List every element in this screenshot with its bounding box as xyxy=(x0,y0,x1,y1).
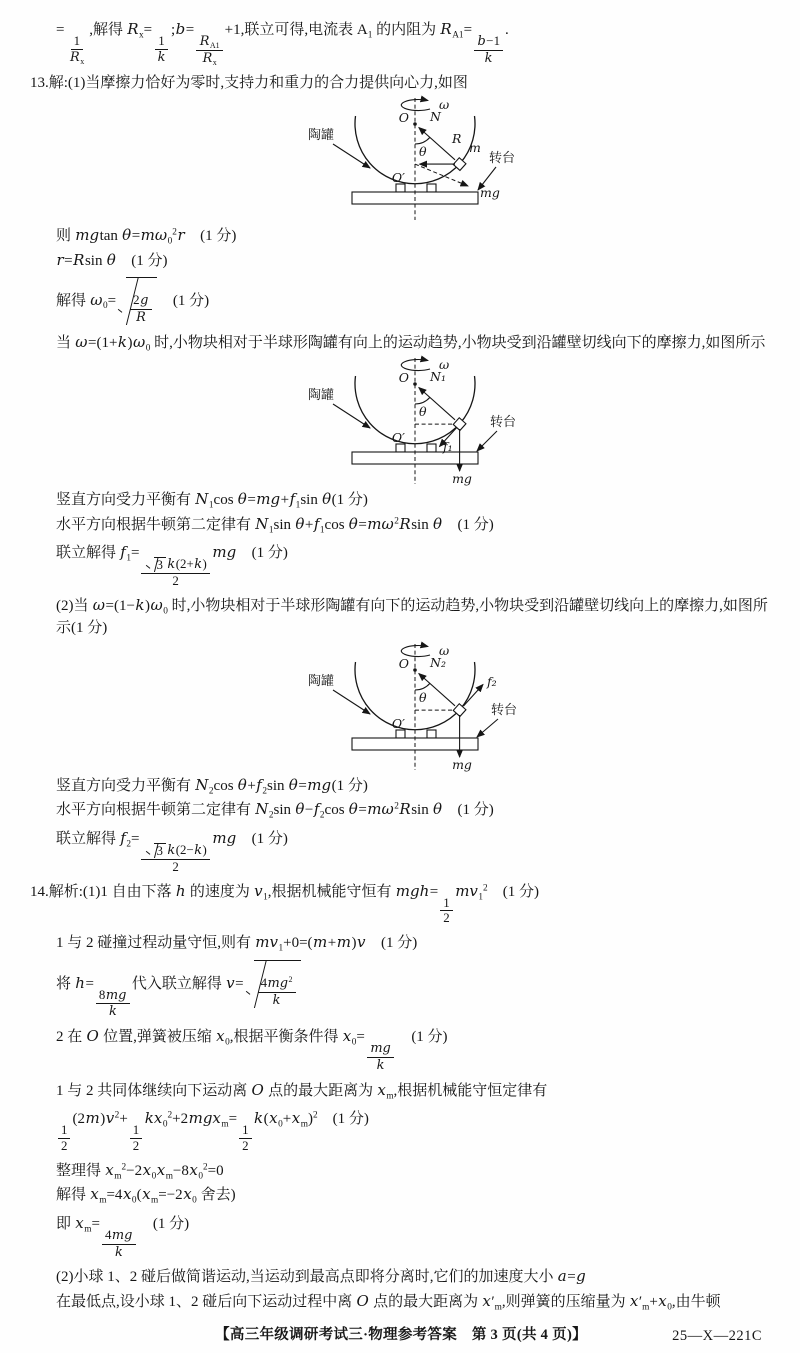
gravity-label: mg xyxy=(452,756,472,772)
footer-title: 【高三年级调研考试三·物理参考答案 第 3 页(共 4 页)】 xyxy=(215,1327,587,1344)
text-line: 竖直方向受力平衡有 $N_1\cos$ $\theta=mg+f_1\sin$ θ(1 分) xyxy=(56,490,368,511)
bottom-o-prime-label: O′ xyxy=(391,430,405,446)
friction-force-arrow xyxy=(464,684,484,706)
mass-label: m xyxy=(469,140,481,156)
diagram-2-friction-down xyxy=(30,356,772,486)
bottom-o-prime-label: O′ xyxy=(391,170,405,186)
theta-arc xyxy=(415,683,430,690)
pot-label: 陶罐 xyxy=(307,672,335,688)
question-13-friction-down-equations xyxy=(30,488,772,640)
turntable-label: 转台 xyxy=(489,414,517,430)
text-line: 联立解得 $f_2=$ 3 k(2−k) 2 mg (1 分) xyxy=(56,828,288,874)
force-diagram-1 xyxy=(275,96,585,222)
bottom-o-prime-label: O′ xyxy=(391,715,405,731)
pot-foot xyxy=(427,444,436,452)
force-diagram-3 xyxy=(275,642,585,772)
turntable-label: 转台 xyxy=(488,150,516,166)
text-line: 水平方向根据牛顿第二定律有 $N_2\sin$ $\theta-f_2\cos$ $\theta=m\omega^2Rsin$ θ (1 分) xyxy=(56,800,494,821)
theta-arc xyxy=(415,138,430,145)
center-o-label: O xyxy=(398,370,409,386)
text-line: (2)小球 1、2 碰后做简谐运动,当运动到最高点即将分离时,它们的加速度大小 a=g xyxy=(56,1267,586,1286)
normal-force-label: N xyxy=(430,109,441,125)
answer-sheet-page xyxy=(30,18,772,1347)
diagram-3-friction-up xyxy=(30,642,772,772)
turntable-label: 转台 xyxy=(490,701,518,717)
radius-label: R xyxy=(452,131,462,147)
text-line: 解得 $\omega_0=$ $\frac{2g}{R}$ (1 分) xyxy=(56,277,772,326)
text-line: 当 $\omega=(1+k)\omega_0$ 时,小物块相对于半球形陶罐有向上的运动趋势,小物块受到沿罐壁切线向下的摩擦力,如图所示 xyxy=(56,332,766,353)
question-12-conclusion xyxy=(30,18,772,94)
paper-code: 25—X—221C xyxy=(672,1328,762,1345)
text-line: 2 在 O 位置,弹簧被压缩 $x_0$,根据平衡条件得 $x_0=$ $\frac{mg}{k}$ (1 分) xyxy=(56,1027,448,1073)
text-line: 解得 $x_m=4x_0(x_m=-2x_0$ 舍去) xyxy=(56,1185,236,1206)
omega-label: ω xyxy=(439,97,450,113)
pot-foot xyxy=(396,444,405,452)
center-o-dot xyxy=(413,382,417,386)
pot-foot xyxy=(396,730,405,738)
center-o-dot xyxy=(413,668,417,672)
pot-label: 陶罐 xyxy=(307,127,335,143)
question-13-friction-up-equations xyxy=(30,774,772,875)
turntable-pointer xyxy=(477,719,498,737)
force-diagram-2 xyxy=(275,356,585,486)
text-line: (2)当 $\omega=(1-k)\omega_0$ 时,小物块相对于半球形陶罐有向下的运动趋势,小物块受到沿罐壁切线向上的摩擦力,如图所示(1 分) xyxy=(56,595,768,637)
theta-label: θ xyxy=(419,144,427,160)
diagram-1-no-friction xyxy=(30,96,772,222)
omega-label: ω xyxy=(439,642,450,658)
text-line: 联立解得 $f_1=$ 3 k(2+k) 2 mg (1 分) xyxy=(56,543,288,589)
text-line: 将 h= $\frac{8mg}{k}$ 代入联立解得 v= $\frac{4mg^2}{k}$ xyxy=(56,960,772,1020)
text-line: 13.解:(1)当摩擦力恰好为零时,支持力和重力的合力提供向心力,如图 xyxy=(30,74,468,91)
center-o-label: O xyxy=(398,655,409,671)
pot-label: 陶罐 xyxy=(307,387,335,403)
theta-arc xyxy=(415,398,430,405)
gravity-label: mg xyxy=(480,185,500,201)
pot-foot xyxy=(427,184,436,192)
text-line: r=Rsin θ (1 分) xyxy=(56,250,168,269)
normal-force-label: N₁ xyxy=(430,369,446,385)
text-line: 在最低点,设小球 1、2 碰后向下运动过程中离 O 点的最大距离为 $x'_m$,则弹簧的压缩量为 $x'_m+x_0$,由牛顿 xyxy=(56,1291,721,1313)
question-13-part1-solution xyxy=(30,224,772,354)
gravity-label: mg xyxy=(452,471,472,487)
page-footer xyxy=(30,1325,772,1347)
rotation-arrow xyxy=(401,645,430,656)
normal-force-label: N₂ xyxy=(430,654,446,670)
text-line: $\frac{1}{2}$ $(2m)v^2+$ $\frac{1}{2}$ $kx_0^2+2mgx_m=$ $\frac{1}{2}$ $k(x_0+x_m)^2$ (1 分) xyxy=(56,1107,772,1154)
friction-force-label: f₁ xyxy=(443,439,453,455)
rotation-arrow xyxy=(401,100,430,111)
rotation-arrow xyxy=(401,360,430,371)
text-line: 14.解析:(1)1 自由下落 h 的速度为 $v_1$,根据机械能守恒有 mgh= $\frac{1}{2}$ $mv_1^2$ (1 分) xyxy=(30,881,539,926)
pot-foot xyxy=(396,184,405,192)
text-line: 即 $x_m=$ $\frac{4mg}{k}$ (1 分) xyxy=(56,1213,190,1260)
theta-label: θ xyxy=(419,689,427,705)
text-line: 竖直方向受力平衡有 $N_2\cos$ $\theta+f_2\sin$ θ=mg(1 分) xyxy=(56,775,368,797)
text-line: 1 与 2 碰撞过程动量守恒,则有 $mv_1+0=(m+m)v$ (1 分) xyxy=(56,933,418,954)
center-o-label: O xyxy=(398,110,409,126)
text-line: 水平方向根据牛顿第二定律有 $N_1\sin$ $\theta+f_1\cos$ $\theta=m\omega^2Rsin$ θ (1 分) xyxy=(56,514,494,535)
text-line: 1 与 2 共同体继续向下运动离 O 点的最大距离为 $x_m$,根据机械能守恒定律有 xyxy=(56,1080,548,1102)
omega-label: ω xyxy=(439,357,450,373)
friction-force-label: f₂ xyxy=(487,673,497,689)
question-14-solution xyxy=(30,880,772,1314)
text-line: 则 mgtan $\theta=m\omega_0^2r$ (1 分) xyxy=(56,226,237,247)
center-o-dot xyxy=(413,122,417,126)
theta-label: θ xyxy=(419,404,427,420)
pot-foot xyxy=(427,730,436,738)
text-line: 整理得 $x_m^2-2x_0x_m-8x_0^2=0$ xyxy=(56,1160,224,1182)
turntable-pointer xyxy=(477,431,497,451)
text-line: = $\frac{1}{R_x}$ ,解得 $R_x=$ $\frac{1}{k}$ ;b= $\frac{R_{A1}}{R_x}$ +1,联立可得,电流表 $A_1$ 的内阻为 $R_{A1}=$ $\frac{b-1}{k}$ . xyxy=(56,20,509,67)
